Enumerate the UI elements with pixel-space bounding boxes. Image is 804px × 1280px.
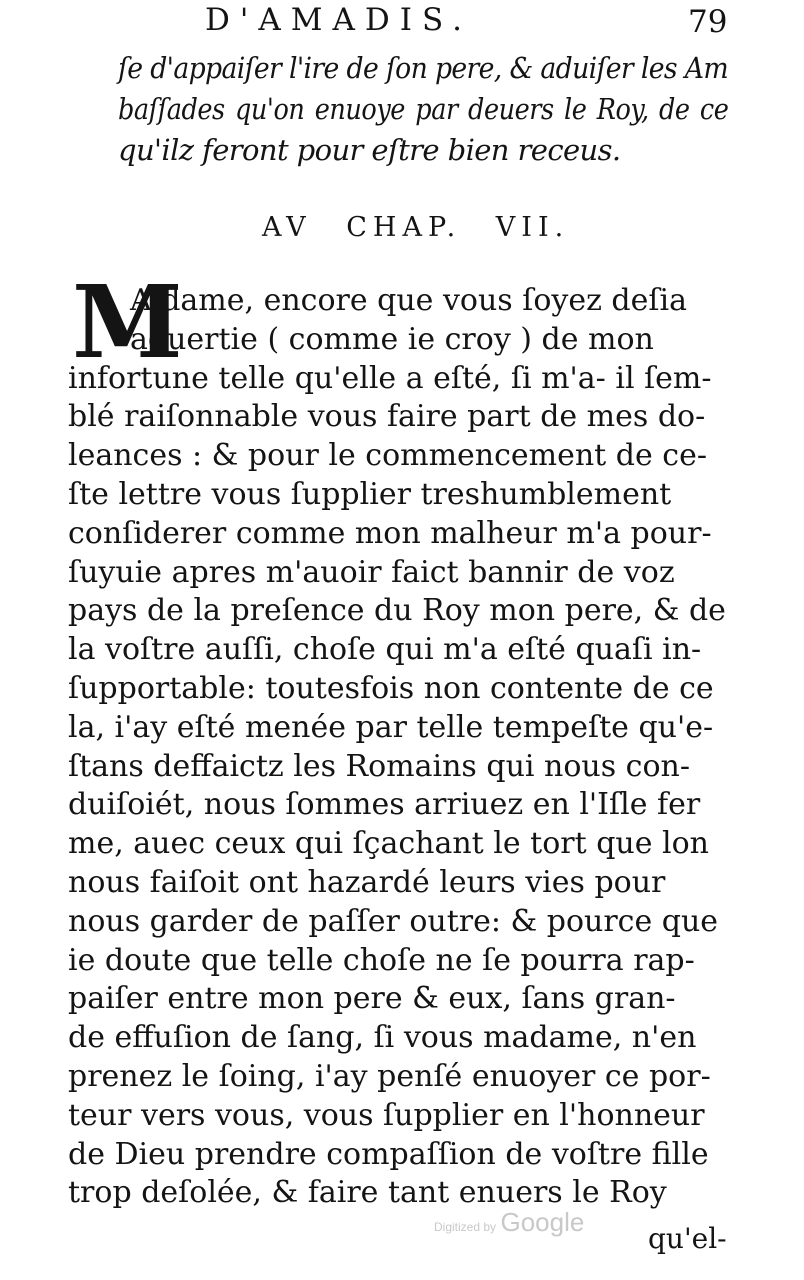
text-line: pays de la preſence du Roy mon pere, & de (68, 593, 726, 629)
chapter-heading: AV CHAP. VII. (262, 212, 570, 243)
text-line: ſte lettre vous ſupplier treshumblement (68, 476, 672, 512)
drop-cap: M (72, 263, 183, 381)
text-line: de Dieu prendre compaſſion de voſtre fille (68, 1136, 709, 1172)
summary-line: baſſades qu'on enuoye par deuers le Roy, de ce (118, 92, 729, 126)
text-line: de effuſion de ſang, ſi vous madame, n'en (68, 1020, 697, 1056)
text-line: ſuyuie apres m'auoir faict bannir de voz (68, 554, 675, 590)
text-line: leances : & pour le commencement de ce- (68, 438, 707, 474)
text-line: paiſer entre mon pere & eux, ſans gran- (68, 981, 676, 1017)
text-line: aduertie ( comme ie croy ) de mon (130, 321, 654, 357)
running-head: D'AMADIS. (205, 2, 472, 38)
text-line: ie doute que telle choſe ne ſe pourra rap- (68, 942, 695, 978)
summary-line: qu'ilz feront pour eſtre bien receus. (118, 133, 621, 167)
text-line: nous garder de paſſer outre: & pource que (68, 903, 719, 939)
text-line: la voſtre auſſi, choſe qui m'a eſté quaſi in- (68, 632, 702, 668)
text-line: teur vers vous, vous ſupplier en l'honneur (68, 1097, 705, 1133)
summary-line: ſe d'appaiſer l'ire de ſon pere, & aduiſer les Am (118, 51, 729, 85)
text-line: ſupportable: toutesfois non contente de ce (68, 670, 714, 706)
text-line: ſtans deffaictz les Romains qui nous con- (68, 748, 690, 784)
watermark-brand: Google (500, 1207, 585, 1237)
page-number: 79 (688, 4, 728, 40)
digitized-watermark (434, 1207, 584, 1238)
text-line: blé raiſonnable vous faire part de mes do- (68, 399, 706, 435)
chapter-summary (118, 48, 728, 171)
catchword: qu'el- (648, 1222, 727, 1255)
text-line: duiſoiét, nous ſommes arriuez en l'Iſle fer (68, 787, 701, 823)
text-line: infortune telle qu'elle a eſté, ſi m'a- il ſem- (68, 360, 712, 396)
text-line: me, auec ceux qui ſçachant le tort que lon (68, 826, 710, 862)
text-line: nous faiſoit ont hazardé leurs vies pour (68, 864, 666, 900)
letter-body (68, 282, 728, 1213)
text-line: prenez le ſoing, i'ay penſé enuoyer ce por- (68, 1058, 711, 1094)
text-line: trop deſolée, & faire tant enuers le Roy (68, 1175, 667, 1211)
text-line: conſiderer comme mon malheur m'a pour- (68, 515, 712, 551)
text-line: la, i'ay eſté menée par telle tempeſte qu'e- (68, 709, 714, 745)
watermark-prefix: Digitized by (434, 1220, 497, 1234)
text-line: A dame, encore que vous ſoyez deſia (130, 283, 687, 318)
